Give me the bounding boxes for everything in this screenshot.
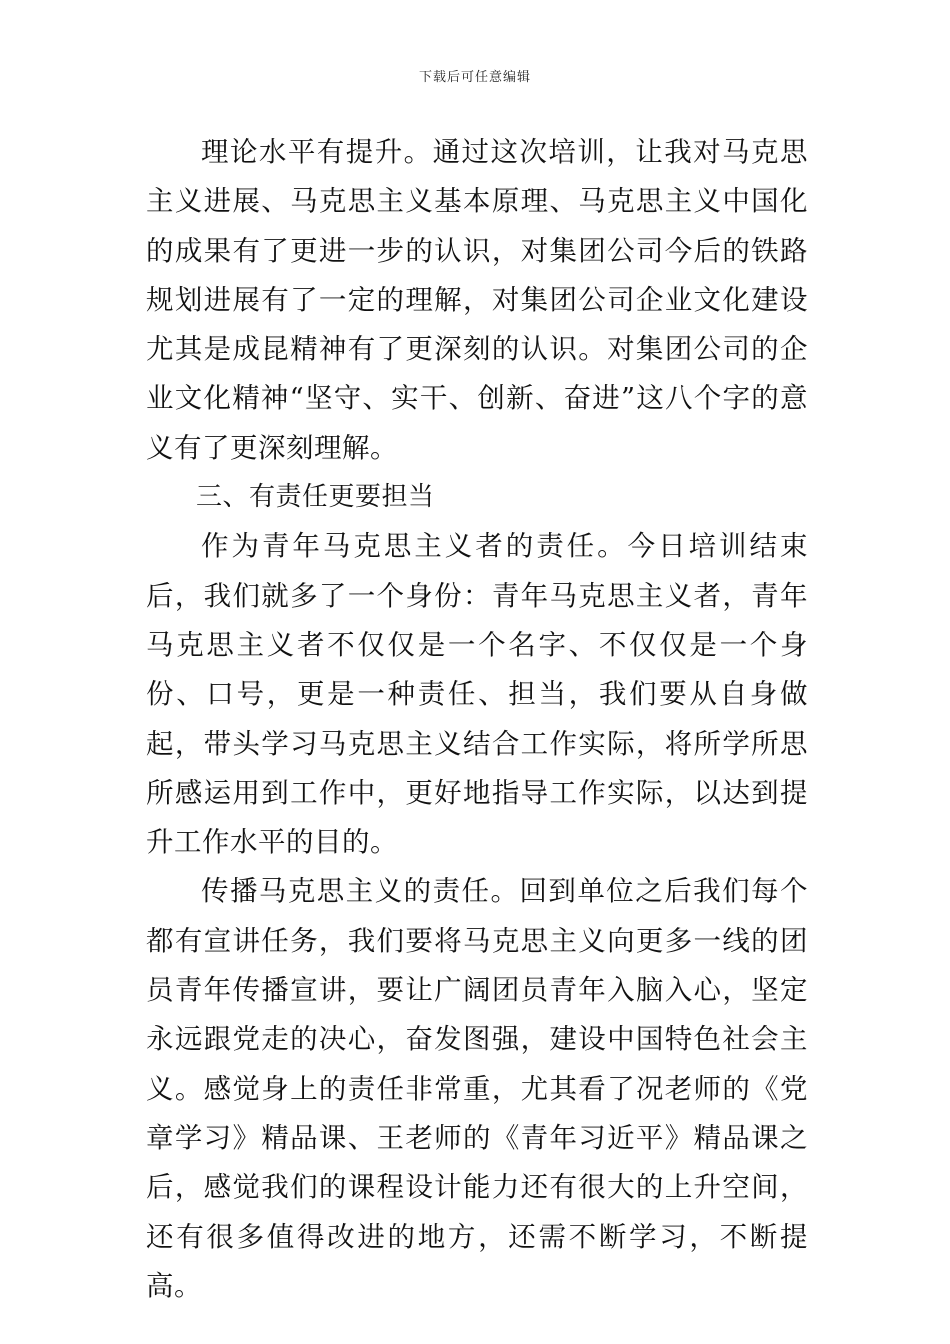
paragraph-youth-marxist-responsibility: 作为青年马克思主义者的责任。今日培训结束后，我们就多了一个身份：青年马克思主义者，青年马克思主义者不仅仅是一个名字、不仅仅是一个身份、口号，更是一种责任、担当，我们要从自身做起，带头学习马克思主义结合工作实际，将所学所思所感运用到工作中，更好地指导工作实际，以达到提升工作水平的目的。 xyxy=(146,530,808,859)
section-heading-3: 三、有责任更要担当 xyxy=(196,482,435,513)
paragraph-spreading-marxism: 传播马克思主义的责任。回到单位之后我们每个都有宣讲任务，我们要将马克思主义向更多一线的团员青年传播宣讲，要让广阔团员青年入脑入心，坚定永远跟党走的决心，奋发图强，建设中国特色社会主义。感觉身上的责任非常重，尤其看了况老师的《党章学习》精品课、王老师的《青年习近平》精品课之后，感觉我们的课程设计能力还有很大的上升空间，还有很多值得改进的地方，还需不断学习，不断提高。 xyxy=(146,875,808,1302)
page-header-note: 下载后可任意编辑 xyxy=(418,70,531,85)
document-body xyxy=(146,128,808,1311)
paragraph-theory-improvement: 理论水平有提升。通过这次培训，让我对马克思主义进展、马克思主义基本原理、马克思主义中国化的成果有了更进一步的认识，对集团公司今后的铁路规划进展有了一定的理解，对集团公司企业文化建设尤其是成昆精神有了更深刻的认识。对集团公司的企业文化精神“坚守、实干、创新、奋进”这八个字的意义有了更深刻理解。 xyxy=(146,136,808,464)
